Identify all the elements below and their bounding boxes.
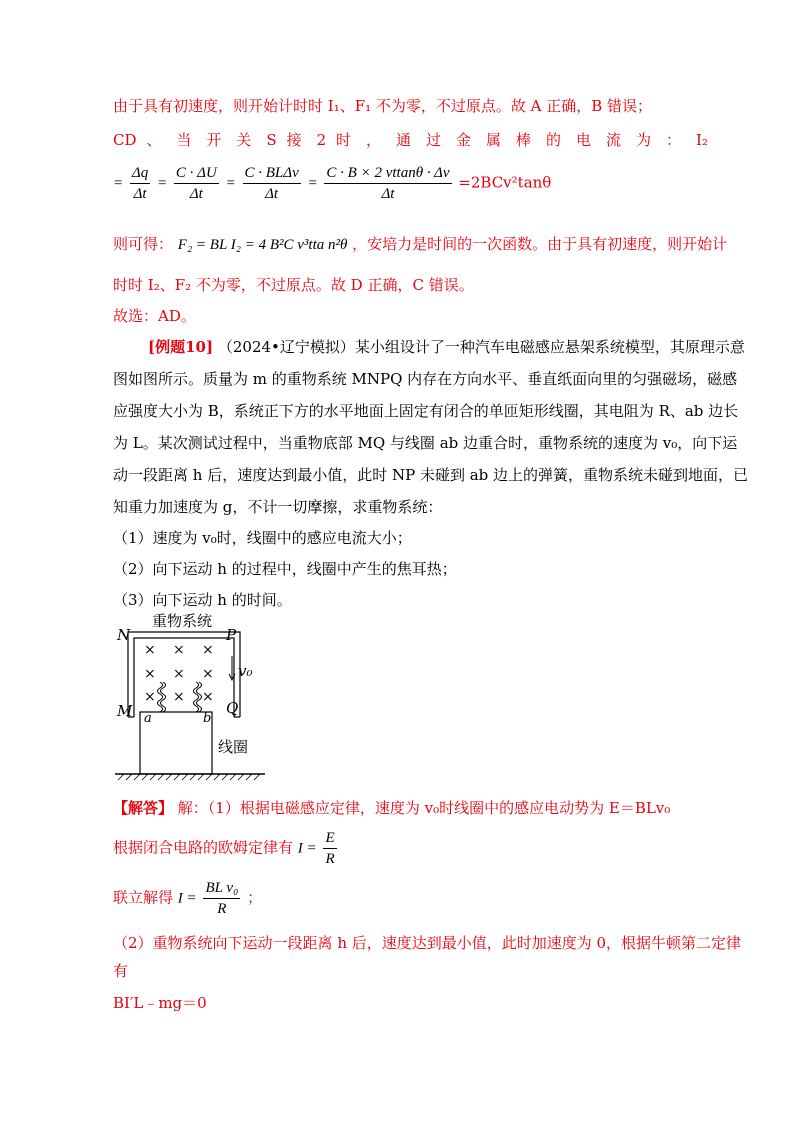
force-line: [113, 234, 727, 255]
example-intro: （2024•辽宁模拟）某小组设计了一种汽车电磁感应悬架系统模型，其原理示意: [217, 338, 745, 356]
sol-prev-cd-head: CD 、 当 开 关 S 接 2 时 ， 通 过 金 属 棒 的 电 流 为 ： I₂: [113, 131, 708, 149]
field-cross: ×: [173, 642, 185, 658]
example-line5: 动一段距离 h 后，速度达到最小值，此时 NP 未碰到 ab 边上的弹簧，重物系统未碰到地面，已: [113, 466, 749, 484]
ohm-fraction: $\frac{E}{R}$: [325, 830, 335, 867]
eq-result: =2BCv²tanθ: [458, 173, 552, 192]
sol-prev-line1: 由于具有初速度，则开始计时时 I₁、F₁ 不为零，不过原点。故 A 正确，B 错误；: [113, 97, 653, 115]
spring-left: [158, 682, 163, 712]
sol-prev-answer: 故选：AD。: [113, 307, 196, 325]
solution-step1: 解：（1）根据电磁感应定律，速度为 v₀时线圈中的感应电动势为 E＝BLv₀: [177, 799, 671, 817]
solve-lhs: I =: [177, 890, 197, 907]
ground-hatch: [118, 774, 260, 780]
ohm-lhs: I =: [297, 840, 317, 857]
solution-line2: [113, 828, 339, 869]
then-label: 则可得：: [113, 235, 174, 253]
label-b: b: [203, 711, 212, 726]
solution-tag: 【解答】: [113, 799, 174, 817]
label-a: a: [144, 711, 152, 726]
question-1: （1）速度为 v₀时，线圈中的感应电流大小；: [113, 529, 412, 547]
example-line4: 为 L。某次测试过程中，当重物底部 MQ 与线圈 ab 边重合时，重物系统的速度为 v₀，向下运: [113, 434, 738, 452]
example-line3: 应强度大小为 B，系统正下方的水平地面上固定有闭合的单匝矩形线圈，其电阻为 R、ab 边长: [113, 402, 739, 420]
field-cross: ×: [144, 642, 156, 658]
eq-frac-2: $\frac{C \cdot \Delta U}{\Delta t}$: [175, 165, 217, 202]
solution-step2-cont: 有: [113, 962, 129, 980]
current-equation: = $\frac{\Delta q}{\Delta t}$ = $\frac{C \cdot \Delta U}{\Delta t}$ = $\frac{\text{C · BLΔv}}{\Delta t}$ = $\frac{C \cdot B \times 2 vttan\theta \cdot \Delta v}{\Delta t}$ =2BCv²tanθ: [113, 165, 552, 202]
solution-line1: [113, 798, 670, 818]
suspension-figure: [110, 612, 270, 787]
example-line6: 知重力加速度为 g，不计一切摩擦，求重物系统：: [113, 498, 443, 516]
label-p: P: [226, 626, 237, 644]
label-coil: 线圈: [218, 738, 249, 756]
field-cross: ×: [144, 689, 156, 705]
eq-frac-3: $\frac{\text{C · BLΔv}}{\Delta t}$: [244, 165, 299, 202]
example-line2: 图如图所示。质量为 m 的重物系统 MNPQ 内存在方向水平、垂直纸面向里的匀强磁场，磁感: [113, 370, 738, 388]
field-cross: ×: [173, 689, 185, 705]
field-cross: ×: [202, 666, 214, 682]
question-3: （3）向下运动 h 的时间。: [113, 591, 292, 609]
field-cross: ×: [144, 666, 156, 682]
label-q: Q: [226, 699, 239, 717]
ohm-law-text: 根据闭合电路的欧姆定律有: [113, 838, 294, 857]
label-n: N: [117, 626, 131, 644]
label-m: M: [117, 702, 133, 720]
eq-frac-4: $\frac{C \cdot B \times 2 vttan\theta \cdot \Delta v}{\Delta t}$: [326, 165, 450, 202]
sol-prev-line-cont: 时时 I₂、F₂ 不为零，不过原点。故 D 正确，C 错误。: [113, 276, 474, 294]
field-cross: ×: [173, 666, 185, 682]
field-cross: ×: [202, 642, 214, 658]
example-tag: [例题10]: [148, 338, 214, 356]
solve-fraction: $\frac{\text{BL v₀}}{R}$: [205, 880, 239, 917]
force-remark: ，安培力是时间的一次函数。由于具有初速度，则开始计: [352, 235, 728, 253]
question-2: （2）向下运动 h 的过程中，线圈中产生的焦耳热；: [113, 560, 457, 578]
force-equation: F₂ = BL I₂ = 4 B²C v³tta n²θ: [177, 237, 348, 253]
solution-line3: [113, 878, 262, 919]
solve-tail: ；: [247, 888, 263, 907]
label-v0: v₀: [238, 662, 253, 680]
solve-text: 联立解得: [113, 888, 174, 907]
label-system: 重物系统: [152, 612, 213, 630]
field-cross: ×: [202, 689, 214, 705]
newton-equation: BI′L﹣mg＝0: [113, 994, 207, 1012]
solution-step2: （2）重物系统向下运动一段距离 h 后，速度达到最小值，此时加速度为 0，根据牛顿第二定律: [113, 934, 742, 952]
example-line1: [148, 337, 745, 357]
eq-frac-1: $\frac{\Delta q}{\Delta t}$: [131, 165, 149, 202]
spring-right: [194, 682, 199, 712]
